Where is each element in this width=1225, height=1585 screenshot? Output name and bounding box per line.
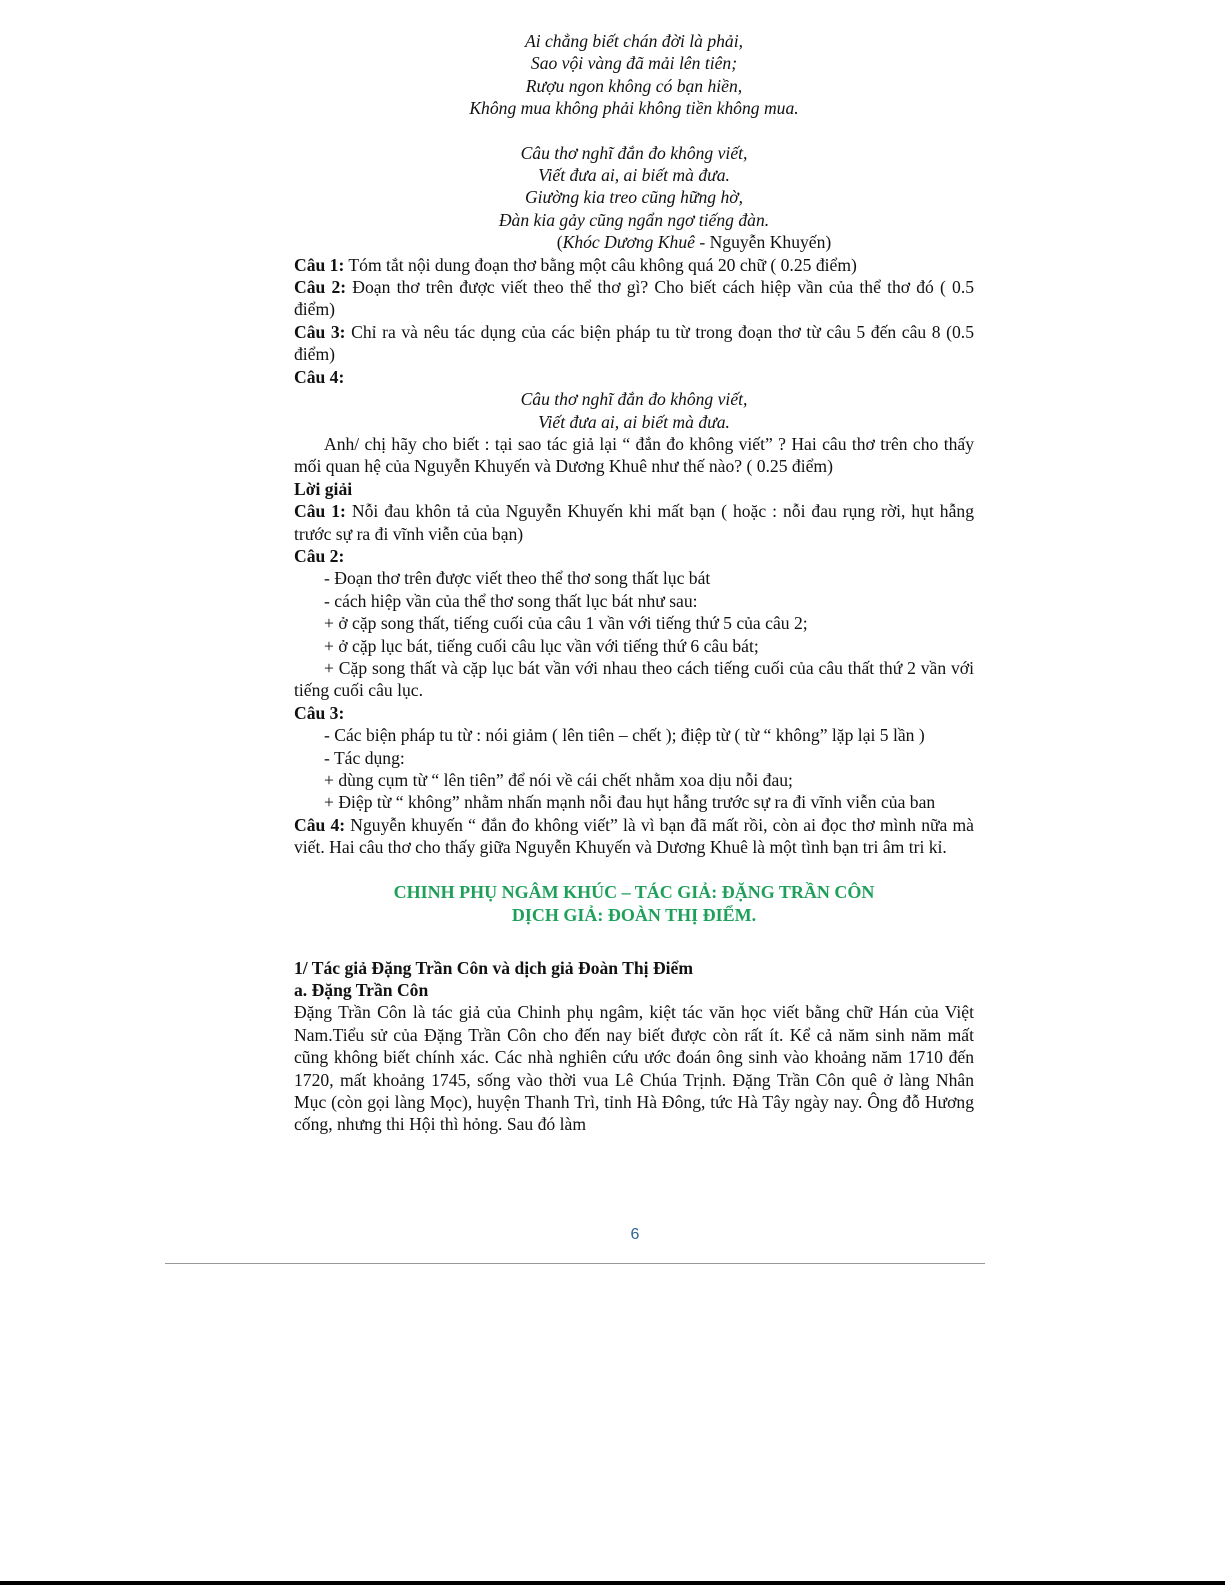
answer-3-line: - Tác dụng: <box>324 747 405 768</box>
question-4-poem <box>294 388 974 433</box>
page-number: 6 <box>630 1226 640 1243</box>
answer-2-line: + ở cặp lục bát, tiếng cuối câu lục vần với tiếng thứ 6 câu bát; <box>324 635 759 656</box>
answer-3-label: Câu 3: <box>294 702 345 723</box>
section-body: Đặng Trần Côn là tác giả của Chinh phụ ngâm, kiệt tác văn học viết bằng chữ Hán của Việt Nam.Tiểu sử của Đặng Trần Côn cho đến nay biết được còn rất ít. Kể cả năm sinh năm mất cũng không biết chính xác. Các nhà nghiên cứu ước đoán ông sinh vào khoảng năm 1710 đến 1720, mất khoảng 1745, sống vào thời vua Lê Chúa Trịnh. Đặng Trần Côn quê ở làng Nhân Mục (còn gọi làng Mọc), huyện Thanh Trì, tỉnh Hà Đông, tức Hà Tây ngày nay. Ông đỗ Hương cống, nhưng thi Hội thì hỏng. Sau đó làm <box>294 1002 974 1135</box>
answer-2-label: Câu 2: <box>294 545 345 566</box>
answer-3-line: + Điệp từ “ không” nhằm nhấn mạnh nỗi đau hụt hẫng trước sự ra đi vĩnh viễn của ban <box>324 792 936 813</box>
answer-2-line: + Cặp song thất và cặp lục bát vần với nhau theo cách tiếng cuối của câu thất thứ 2 vần với tiếng cuối câu lục. <box>294 657 974 701</box>
bottom-edge-bar <box>0 1581 1225 1585</box>
poem-line: Câu thơ nghĩ đắn đo không viết, <box>520 142 748 163</box>
footer-divider <box>165 1263 985 1264</box>
poem-stanza-1 <box>294 30 974 120</box>
answer-4: Câu 4: Nguyễn khuyến “ đắn đo không viết” là vì bạn đã mất rồi, còn ai đọc thơ mình nữa mà viết. Hai câu thơ cho thấy giữa Nguyễn Khuyến và Dương Khuê là một tình bạn tri âm tri kỉ. <box>294 814 974 858</box>
answers-heading: Lời giải <box>294 478 353 499</box>
poem-line: Viết đưa ai, ai biết mà đưa. <box>538 411 730 432</box>
section-heading-1: 1/ Tác giả Đặng Trần Côn và dịch giả Đoàn Thị Điểm <box>294 957 694 978</box>
question-2: Câu 2: Đoạn thơ trên được viết theo thể thơ gì? Cho biết cách hiệp vần của thể thơ đó ( 0.5 điểm) <box>294 277 975 320</box>
document-page <box>294 30 974 1136</box>
poem-line: Đàn kia gảy cũng ngẩn ngơ tiếng đàn. <box>498 209 770 230</box>
answer-3-line: + dùng cụm từ “ lên tiên” để nói về cái chết nhằm xoa dịu nỗi đau; <box>324 770 793 790</box>
poem-line: Rượu ngon không có bạn hiền, <box>525 75 743 96</box>
poem-line: Viết đưa ai, ai biết mà đưa. <box>538 165 730 186</box>
poem-line: Sao vội vàng đã mải lên tiên; <box>530 53 738 74</box>
question-4-text: Anh/ chị hãy cho biết : tại sao tác giả lại “ đắn đo không viết” ? Hai câu thơ trên cho thấy mối quan hệ của Nguyễn Khuyến và Dương Khuê như thế nào? ( 0.25 điểm) <box>294 433 974 477</box>
question-1: Câu 1: Tóm tắt nội dung đoạn thơ bằng một câu không quá 20 chữ ( 0.25 điểm) <box>294 254 857 275</box>
poem-line: Giường kia treo cũng hững hờ, <box>524 187 744 208</box>
answer-2-line: - Đoạn thơ trên được viết theo thể thơ song thất lục bát <box>324 568 711 589</box>
poem-line: Ai chẳng biết chán đời là phải, <box>524 31 744 51</box>
poem-line: Câu thơ nghĩ đắn đo không viết, <box>520 389 748 410</box>
answer-1: Câu 1: Nỗi đau khôn tả của Nguyễn Khuyến khi mất bạn ( hoặc : nỗi đau rụng rời, hụt hẫng trước sự ra đi vĩnh viễn của bạn) <box>294 501 975 544</box>
poem-attribution: (Khóc Dương Khuê - Nguyễn Khuyến) <box>556 232 832 253</box>
section-title: CHINH PHỤ NGÂM KHÚC – TÁC GIẢ: ĐẶNG TRẦN CÔN DỊCH GIẢ: ĐOÀN THỊ ĐIỂM. <box>393 881 875 925</box>
answer-2-line: + ở cặp song thất, tiếng cuối của câu 1 vần với tiếng thứ 5 của câu 2; <box>324 613 808 634</box>
poem-stanza-2 <box>294 142 974 232</box>
poem-line: Không mua không phải không tiền không mua. <box>469 98 799 119</box>
section-heading-2: a. Đặng Trần Côn <box>294 980 429 1001</box>
question-4-label: Câu 4: <box>294 366 345 387</box>
question-3: Câu 3: Chỉ ra và nêu tác dụng của các biện pháp tu từ trong đoạn thơ từ câu 5 đến câu 8 (0.5 điểm) <box>294 321 974 365</box>
answer-2-line: - cách hiệp vần của thể thơ song thất lục bát như sau: <box>324 590 698 611</box>
answer-3-line: - Các biện pháp tu từ : nói giảm ( lên tiên – chết ); điệp từ ( từ “ không” lặp lại 5 lần ) <box>324 725 925 746</box>
